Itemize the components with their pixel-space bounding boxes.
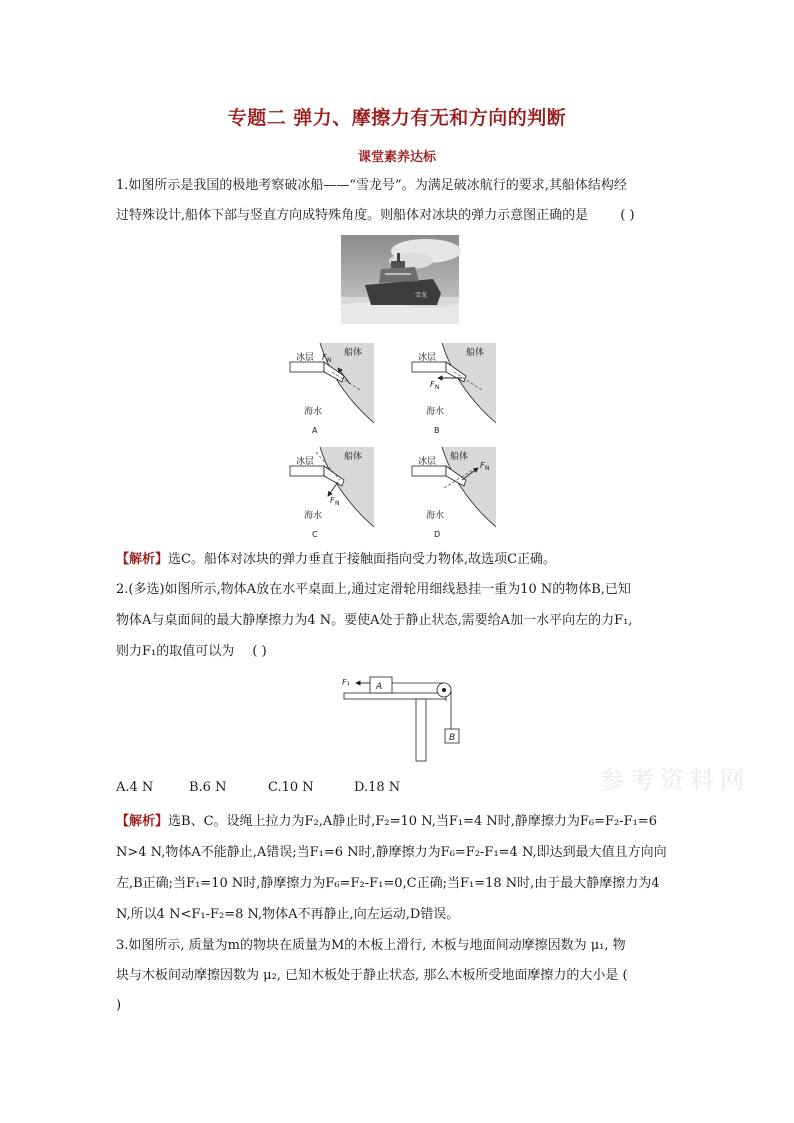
panel-b-force-label: F: [430, 380, 435, 389]
block-a-label: A: [376, 682, 383, 692]
page-title: 专题二 弹力、摩擦力有无和方向的判断: [227, 107, 567, 129]
q2-option-a[interactable]: A.4 N: [116, 780, 154, 795]
q1-line-1: 1.如图所示是我国的极地考察破冰船——“雪龙号”。为满足破冰航行的要求,其船体结构经: [116, 178, 627, 193]
q2-analysis-line-3: 左,B正确;当F₁=10 N时,静摩擦力为F₆=F₂-F₁=0,C正确;当F₁=18 N时,由于最大静摩擦力为4: [116, 876, 660, 891]
q1-line-2-text: 过特殊设计,船体下部与竖直方向成特殊角度。则船体对冰块的弹力示意图正确的是: [116, 208, 589, 223]
panel-c-force-label: F: [330, 496, 335, 505]
panel-b-hull-label: 船体: [466, 348, 485, 358]
pulley-f1-label: F₁: [342, 678, 350, 687]
panel-a-force-sub: N: [327, 357, 332, 364]
icebreaker-photo: [341, 235, 459, 324]
force-diagrams: [282, 338, 522, 539]
panel-d-water-label: 海水: [426, 511, 445, 521]
block-b-label: B: [449, 733, 456, 743]
panel-d-ice-label: 冰层: [418, 457, 437, 467]
panel-c-letter: C: [312, 530, 318, 539]
q2-option-b[interactable]: B.6 N: [189, 780, 227, 795]
q2-line-3: [116, 642, 267, 662]
q1-line-2: [116, 206, 635, 226]
panel-a-water-label: 海水: [304, 407, 323, 417]
panel-d-hull-label: 船体: [450, 452, 469, 462]
q2-option-c[interactable]: C.10 N: [268, 780, 314, 795]
panel-d-letter: D: [434, 530, 441, 539]
panel-b: [412, 343, 496, 435]
q1-analysis-text: 选C。船体对冰块的弹力垂直于接触面指向受力物体,故选项C正确。: [168, 552, 557, 567]
panel-c-force-sub: N: [335, 500, 340, 507]
panel-a-ice-label: 冰层: [296, 353, 315, 363]
panel-d-force-label: F: [480, 461, 485, 470]
panel-c: [290, 447, 374, 539]
panel-b-force-sub: N: [435, 384, 440, 391]
panel-b-water-label: 海水: [426, 407, 445, 417]
q2-line-1: 2.(多选)如图所示,物体A放在水平桌面上,通过定滑轮用细线悬挂一重为10 N的物体B,已知: [116, 582, 631, 597]
q2-option-d[interactable]: D.18 N: [354, 780, 401, 795]
q2-analysis-line-4: N,所以4 N<F₁-F₂=8 N,物体A不再静止,向左运动,D错误。: [116, 907, 460, 922]
panel-a-hull-label: 船体: [344, 348, 363, 358]
q2-options: [116, 778, 400, 798]
watermark: 参考资料网: [600, 766, 750, 794]
panel-d: [412, 447, 496, 539]
q2-analysis-label: 【解析】: [116, 814, 169, 829]
q1-answer-paren: ( ): [620, 208, 635, 223]
panel-a: [290, 343, 374, 435]
pulley-diagram: [340, 673, 464, 765]
svg-text:雪龙: 雪龙: [415, 292, 428, 299]
panel-c-ice-label: 冰层: [296, 457, 315, 467]
q1-analysis: [116, 550, 556, 570]
section-subtitle: 课堂素养达标: [357, 150, 436, 165]
q3-line-3: ): [116, 998, 122, 1013]
q2-analysis-line-2: N>4 N,物体A不能静止,A错误;当F₁=6 N时,静摩擦力为F₆=F₂-F₁=4 N,即达到最大值且方向向: [116, 845, 667, 860]
panel-c-hull-label: 船体: [344, 452, 363, 462]
panel-a-letter: A: [312, 426, 318, 435]
q2-answer-paren: ( ): [252, 644, 267, 659]
q2-analysis-line-1: [116, 812, 657, 832]
q2-line-2: 物体A与桌面间的最大静摩擦力为4 N。要使A处于静止状态,需要给A加一水平向左的力F₁,: [116, 613, 633, 628]
q3-line-2: 块与木板间动摩擦因数为 μ₂, 已知木板处于静止状态, 那么木板所受地面摩擦力的大小是 (: [116, 968, 628, 983]
panel-b-ice-label: 冰层: [418, 353, 437, 363]
q2-analysis-text-1: 选B、C。设绳上拉力为F₂,A静止时,F₂=10 N,当F₁=4 N时,静摩擦力为F₆=F₂-F₁=6: [168, 814, 658, 829]
q1-analysis-label: 【解析】: [116, 552, 169, 567]
panel-d-force-sub: N: [485, 465, 490, 472]
panel-c-water-label: 海水: [304, 511, 323, 521]
q3-line-1: 3.如图所示, 质量为m的物块在质量为M的木板上滑行, 木板与地面间动摩擦因数为 μ₁, 物: [116, 938, 626, 953]
q2-line-3-text: 则力F₁的取值可以为: [116, 644, 235, 659]
panel-b-letter: B: [434, 426, 440, 435]
panel-a-force-label: F: [322, 353, 327, 362]
